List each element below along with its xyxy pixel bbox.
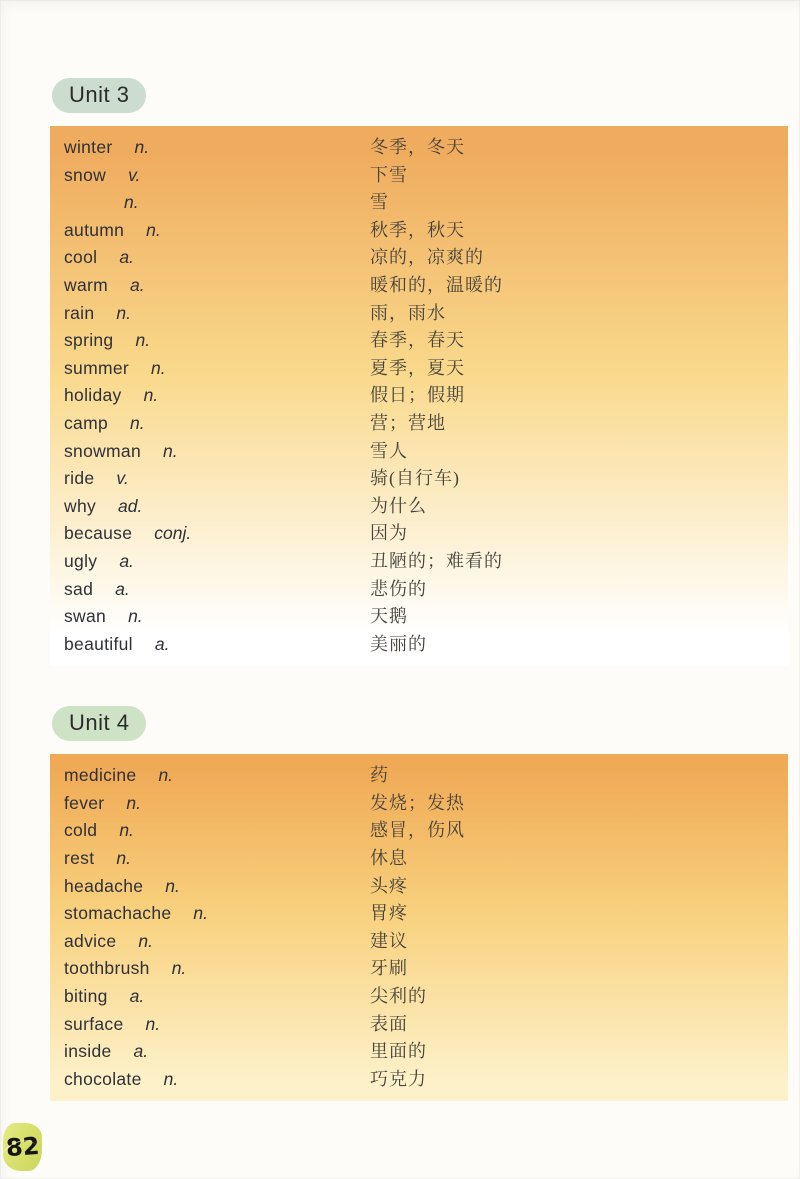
pos-text: v. [116,468,129,489]
vocab-row [50,244,788,272]
pos-text: conj. [154,523,192,544]
translation-text: 夏季，夏天 [370,357,465,378]
pos-text: n. [158,765,174,786]
vocab-row [50,845,788,873]
pos-text: n. [119,820,134,841]
pos-text: n. [135,330,151,351]
translation-text: 感冒，伤风 [370,820,465,841]
word-text: because [64,523,133,544]
pos-text: n. [116,848,131,869]
word-text: stomachache [64,903,172,924]
word-text: advice [64,930,117,951]
pos-text: n. [126,792,142,813]
pos-text: n. [193,903,208,924]
translation-text: 建议 [370,930,408,951]
vocab-box [50,754,788,1101]
translation-text: 冬季，冬天 [370,137,465,157]
vocab-row [50,983,788,1011]
vocab-row [50,1066,788,1094]
pos-text: a. [115,578,130,599]
word-text: autumn [64,219,125,240]
translation-text: 凉的，凉爽的 [370,247,484,268]
pos-text: n. [116,302,131,323]
vocab-row [50,631,788,659]
translation-text: 暖和的，温暖的 [370,274,503,295]
vocab-row [50,162,788,190]
word-text: ugly [64,550,98,571]
pos-text: v. [128,164,141,185]
pos-text: n. [124,192,139,213]
vocab-box [50,126,788,666]
vocab-row [50,272,788,300]
vocab-row [50,493,788,521]
word-text: why [64,495,97,516]
pos-text: n. [138,930,153,951]
pos-text: n. [163,440,178,461]
unit-pill [52,78,146,113]
translation-text: 为什么 [370,495,427,516]
translation-text: 因为 [370,523,408,544]
pos-text: a. [129,986,145,1007]
pos-text: n. [128,606,143,627]
word-text: rain [64,302,95,323]
word-text: holiday [64,385,122,406]
pos-text: n. [143,385,159,406]
word-text: surface [64,1013,124,1034]
translation-text: 悲伤的 [370,578,427,599]
vocab-row [50,465,788,493]
page-number-badge [3,1123,42,1171]
translation-text: 秋季，秋天 [370,219,465,240]
translation-text: 美丽的 [370,633,427,654]
vocab-row [50,928,788,956]
pos-text: n. [134,137,150,157]
vocab-row [50,955,788,983]
vocab-row [50,300,788,328]
pos-text: n. [130,412,145,433]
translation-text: 天鹅 [370,606,408,627]
word-text: sad [64,578,94,599]
word-text: snowman [64,440,141,461]
vocab-row [50,438,788,466]
translation-text: 头疼 [370,875,408,896]
pos-text: n. [146,219,161,240]
vocab-row [50,873,788,901]
word-text: summer [64,357,129,378]
translation-text: 胃疼 [370,903,408,924]
translation-text: 丑陋的；难看的 [370,550,503,571]
vocab-row [50,327,788,355]
word-text: snow [64,164,107,185]
translation-text: 雪 [370,192,389,213]
unit-section [50,78,800,666]
pos-text: a. [119,550,134,571]
vocab-row [50,189,788,217]
pos-text: ad. [118,495,143,516]
translation-text: 药 [370,765,389,786]
word-text: medicine [64,765,137,786]
vocab-row [50,355,788,383]
vocab-row [50,576,788,604]
page-number: 82 [4,1131,41,1163]
translation-text: 骑(自行车) [370,468,460,489]
translation-text: 牙刷 [370,958,408,979]
pos-text: a. [154,633,170,654]
translation-text: 表面 [370,1013,408,1034]
vocab-row [50,900,788,928]
word-text: toothbrush [64,958,150,979]
translation-text: 下雪 [370,164,408,185]
vocab-row [50,134,788,162]
translation-text: 雪人 [370,440,408,461]
translation-text: 发烧；发热 [370,792,465,813]
vocab-row [50,790,788,818]
vocab-row [50,217,788,245]
translation-text: 休息 [370,848,408,869]
word-text: headache [64,875,144,896]
word-text: ride [64,468,95,489]
vocab-row [50,1038,788,1066]
pos-text: n. [151,357,166,378]
unit-pill [52,706,146,741]
vocab-row [50,520,788,548]
pos-text: n. [163,1068,179,1089]
word-text: camp [64,412,108,433]
vocab-row [50,410,788,438]
word-text: fever [64,792,105,813]
word-text: biting [64,986,108,1007]
word-text: chocolate [64,1068,142,1089]
pos-text: a. [133,1041,149,1062]
translation-text: 营；营地 [370,412,446,433]
word-text: rest [64,848,95,869]
word-text: spring [64,330,114,351]
word-text: swan [64,606,107,627]
vocab-row [50,1011,788,1039]
word-text: inside [64,1041,112,1062]
translation-text: 里面的 [370,1041,427,1062]
unit-section [50,706,800,1101]
translation-text: 假日；假期 [370,385,465,406]
unit-pill-label: Unit 3 [69,82,130,107]
unit-pill-label: Unit 4 [69,710,130,736]
vocab-row [50,548,788,576]
word-text: winter [64,137,113,157]
pos-text: a. [129,274,145,295]
vocab-row [50,603,788,631]
word-text: cold [64,820,98,841]
vocab-row [50,817,788,845]
pos-text: n. [145,1013,161,1034]
vocab-row [50,382,788,410]
vocab-row [50,762,788,790]
translation-text: 春季，春天 [370,330,465,351]
pos-text: n. [171,958,187,979]
word-text: warm [64,274,108,295]
pos-text: n. [165,875,180,896]
translation-text: 雨，雨水 [370,302,446,323]
translation-text: 巧克力 [370,1068,427,1089]
translation-text: 尖利的 [370,986,427,1007]
word-text: cool [64,247,98,268]
word-text: beautiful [64,633,133,654]
pos-text: a. [119,247,134,268]
